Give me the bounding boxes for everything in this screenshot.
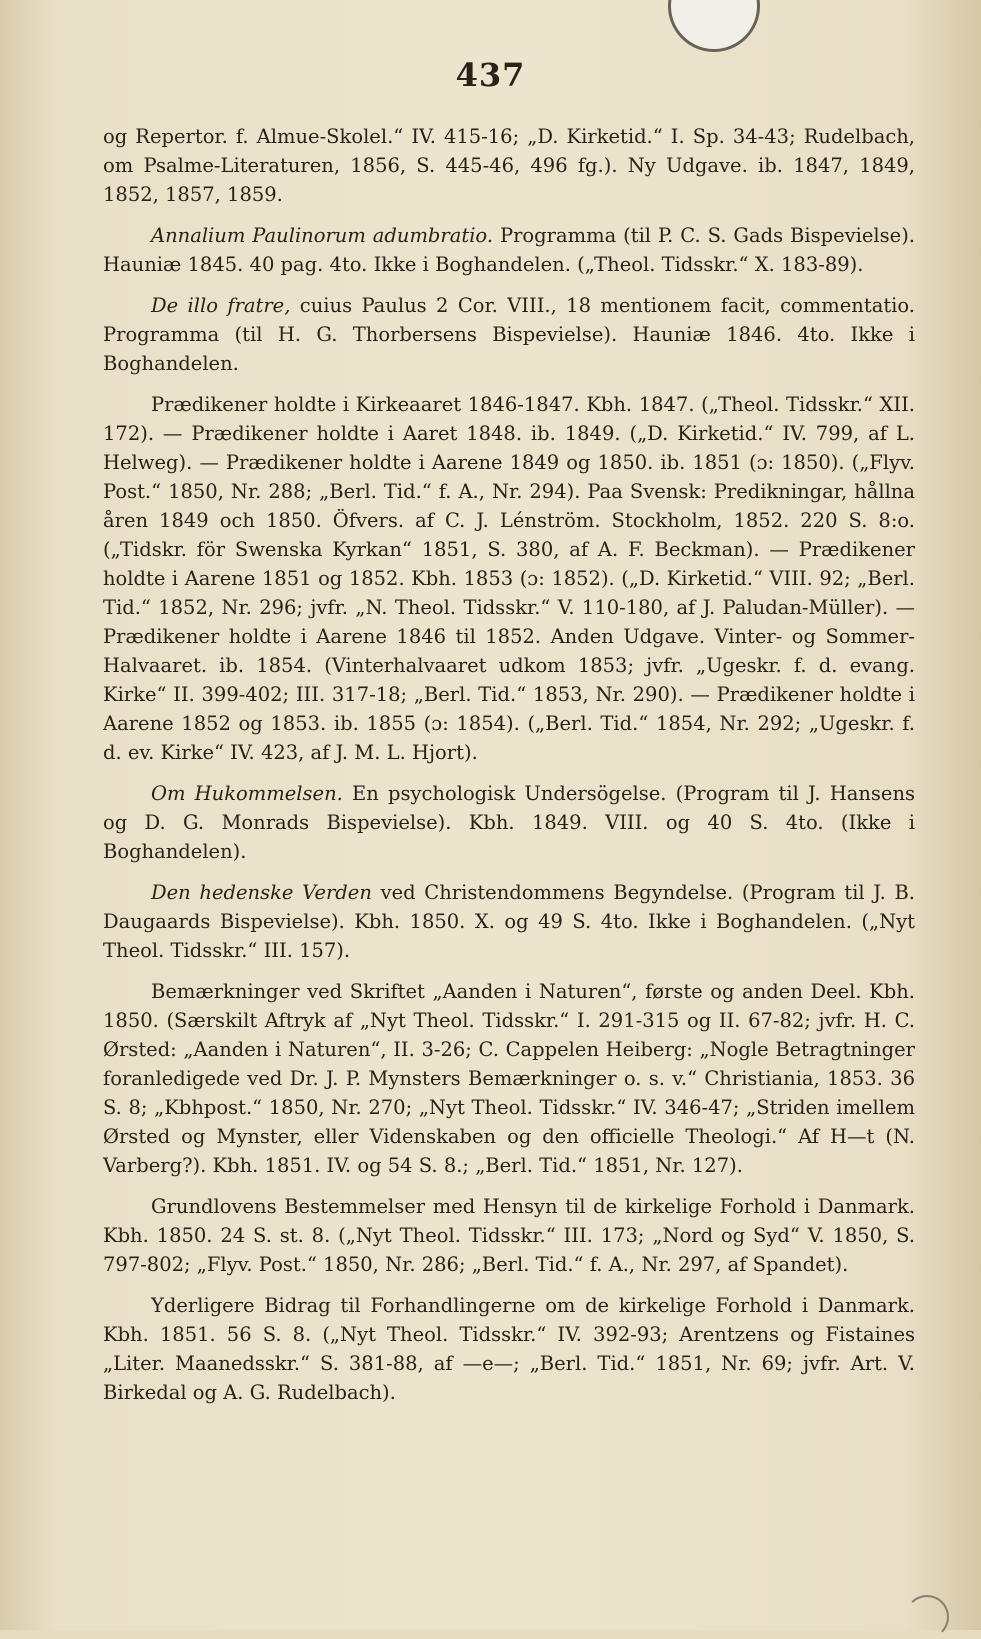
entry-om-hukommelsen (103, 779, 915, 866)
entry-title: De illo fratre, (151, 294, 291, 317)
page-hole-decoration (668, 0, 760, 52)
entry-text: og Repertor. f. Almue-Skolel.“ IV. 415-16; „D. Kirketid.“ I. Sp. 34-43; Rudelbach, om Psalme-Literaturen, 1856, S. 445-46, 496 fg.). Ny Udgave. ib. 1847, 1849, 1852, 1857, 1859. (103, 125, 915, 206)
entry-den-hedenske-verden (103, 878, 915, 965)
entry-title: Annalium Paulinorum adumbratio. (151, 224, 494, 247)
entry-praedikener (103, 390, 915, 767)
entry-yderligere-bidrag (103, 1291, 915, 1407)
bibliography-list (103, 122, 915, 1419)
entry-annalium (103, 221, 915, 279)
entry-text: ved Christendommens Begyndelse. (Program til J. B. Daugaards Bispevielse). Kbh. 1850. X. og 49 S. 4to. Ikke i Boghandelen. („Nyt Theol. Tidsskr.“ III. 157). (103, 881, 915, 962)
entry-title: Den hedenske Verden (151, 881, 372, 904)
entry-text: Grundlovens Bestemmelser med Hensyn til de kirkelige Forhold i Danmark. Kbh. 1850. 24 S. st. 8. („Nyt Theol. Tidsskr.“ III. 173; „Nord og Syd“ V. 1850, S. 797-802; „Flyv. Post.“ 1850, Nr. 286; „Berl. Tid.“ f. A., Nr. 297, af Spandet). (103, 1195, 915, 1276)
entry-title: Om Hukommelsen. (151, 782, 343, 805)
entry-de-illo-fratre (103, 291, 915, 378)
page-corner-mark (905, 1595, 949, 1639)
entry-text: Prædikener holdte i Kirkeaaret 1846-1847. Kbh. 1847. („Theol. Tidsskr.“ XII. 172). — Prædikener holdte i Aaret 1848. ib. 1849. („D. Kirketid.“ IV. 799, af L. Helweg). — Prædikener holdte i Aarene 1849 og 1850. ib. 1851 (ɔ: 1850). („Flyv. Post.“ 1850, Nr. 288; „Berl. Tid.“ f. A., Nr. 294). Paa Svensk: Predikningar, hållna åren 1849 och 1850. Öfvers. af C. J. Lénström. Stockholm, 1852. 220 S. 8:o. („Tidskr. för Swenska Kyrkan“ 1851, S. 380, af A. F. Beckman). — Prædikener holdte i Aarene 1851 og 1852. Kbh. 1853 (ɔ: 1852). („D. Kirketid.“ VIII. 92; „Berl. Tid.“ 1852, Nr. 296; jvfr. „N. Theol. Tidsskr.“ V. 110-180, af J. Paludan-Müller). — Prædikener holdte i Aarene 1846 til 1852. Anden Udgave. Vinter- og Sommer-Halvaaret. ib. 1854. (Vinterhalvaaret udkom 1853; jvfr. „Ugeskr. f. d. evang. Kirke“ II. 399-402; III. 317-18; „Berl. Tid.“ 1853, Nr. 290). — Prædikener holdte i Aarene 1852 og 1853. ib. 1855 (ɔ: 1854). („Berl. Tid.“ 1854, Nr. 292; „Ugeskr. f. d. ev. Kirke“ IV. 423, af J. M. L. Hjort). (103, 393, 915, 764)
entry-continuation (103, 122, 915, 209)
entry-text: cuius Paulus 2 Cor. VIII., 18 mentionem facit, commentatio. Programma (til H. G. Thorbersens Bispevielse). Hauniæ 1846. 4to. Ikke i Boghandelen. (103, 294, 915, 375)
page-number: 437 (455, 56, 526, 94)
entry-text: Yderligere Bidrag til Forhandlingerne om de kirkelige Forhold i Danmark. Kbh. 1851. 56 S. 8. („Nyt Theol. Tidsskr.“ IV. 392-93; Arentzens og Fistaines „Liter. Maanedsskr.“ S. 381-88, af —e—; „Berl. Tid.“ 1851, Nr. 69; jvfr. Art. V. Birkedal og A. G. Rudelbach). (103, 1294, 915, 1404)
entry-grundlovens (103, 1192, 915, 1279)
entry-text: En psychologisk Undersögelse. (Program til J. Hansens og D. G. Monrads Bispevielse). Kbh. 1849. VIII. og 40 S. 4to. (Ikke i Boghandelen). (103, 782, 916, 863)
entry-text: Programma (til P. C. S. Gads Bispevielse). Hauniæ 1845. 40 pag. 4to. Ikke i Boghandelen. („Theol. Tidsskr.“ X. 183-89). (103, 224, 916, 276)
entry-bemaerkninger (103, 977, 915, 1180)
entry-text: Bemærkninger ved Skriftet „Aanden i Naturen“, første og anden Deel. Kbh. 1850. (Særskilt Aftryk af „Nyt Theol. Tidsskr.“ I. 291-315 og II. 67-82; jvfr. H. C. Ørsted: „Aanden i Naturen“, II. 3-26; C. Cappelen Heiberg: „Nogle Betragtninger foranledigede ved Dr. J. P. Mynsters Bemærkninger o. s. v.“ Christiania, 1853. 36 S. 8; „Kbhpost.“ 1850, Nr. 270; „Nyt Theol. Tidsskr.“ IV. 346-47; „Striden imellem Ørsted og Mynster, eller Videnskaben og den officielle Theologi.“ Af H—t (N. Varberg?). Kbh. 1851. IV. og 54 S. 8.; „Berl. Tid.“ 1851, Nr. 127). (103, 980, 915, 1177)
